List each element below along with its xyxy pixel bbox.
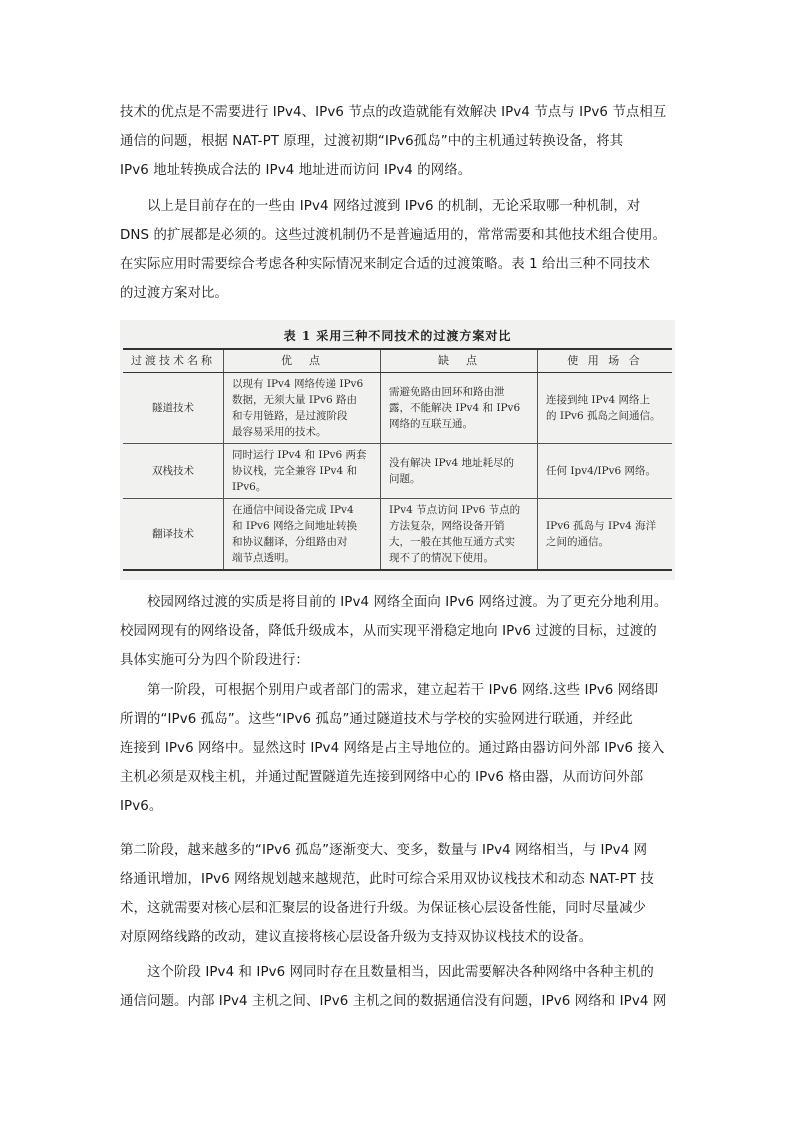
paragraph-5 [120, 837, 680, 953]
text-line: 络通讯增加，IPv6 网络规划越来越规范，此时可综合采用双协议栈技术和动态 NAT-PT 技 [120, 871, 654, 887]
cons-cell [381, 499, 538, 571]
table-header: 优 点 [224, 349, 381, 373]
use-case-cell [538, 499, 673, 571]
text-line: DNS 的扩展都是必须的。这些过渡机制仍不是普遍适用的，常常需要和其他技术组合使用。 [120, 227, 667, 243]
paragraph-3 [120, 589, 680, 676]
cell-line: 的 IPv6 孤岛之间通信。 [546, 410, 661, 422]
table-header: 过渡技术名称 [123, 349, 224, 373]
tech-name-cell: 双栈技术 [123, 444, 224, 499]
use-case-cell [538, 444, 673, 499]
text-line: 通信问题。内部 IPv4 主机之间、IPv6 主机之间的数据通信没有问题，IPv6 网络和 IPv4 网 [120, 993, 667, 1009]
text-line: 第一阶段，可根据个别用户或者部门的需求，建立起若干 IPv6 网络.这些 IPv6 网络即 [147, 683, 659, 698]
cell-line: 最容易采用的技术。 [232, 426, 327, 438]
cell-line: 方法复杂，网络设备开销 [389, 520, 505, 532]
text-line: IPv6。 [120, 798, 163, 814]
text-line: 技术的优点是不需要进行 IPv4、IPv6 节点的改造就能有效解决 IPv4 节点与 IPv6 节点相互 [120, 105, 667, 120]
text-line: 所谓的“IPv6 孤岛”。这些“IPv6 孤岛”通过隧道技术与学校的实验网进行联通，并经此 [120, 711, 633, 727]
text-line: 这个阶段 IPv4 和 IPv6 网同时存在且数量相当，因此需要解决各种网络中各种主机的 [147, 965, 654, 980]
text-line: 具体实施可分为四个阶段进行： [120, 652, 309, 668]
cell-line: IPv6 孤岛与 IPv4 海洋 [546, 520, 657, 532]
cell-line: 端节点透明。 [232, 552, 295, 564]
cell-line: 问题。 [389, 473, 421, 485]
text-line: 连接到 IPv6 网络中。显然这时 IPv4 网络是占主导地位的。通过路由器访问外部 IPv6 接入 [120, 740, 665, 756]
cell-line: 需避免路由回环和路由泄 [389, 386, 505, 398]
tech-name-cell: 隧道技术 [123, 373, 224, 444]
text-line: 第二阶段，越来越多的“IPv6 孤岛”逐渐变大、变多，数量与 IPv4 网络相当，与 IPv4 网 [120, 843, 648, 858]
table-row [123, 499, 672, 571]
text-line: 以上是目前存在的一些由 IPv4 网络过渡到 IPv6 的机制，无论采取哪一种机制，对 [147, 199, 641, 214]
text-line: 校园网络过渡的实质是将目前的 IPv4 网络全面向 IPv6 网络过渡。为了更充分地利用。 [147, 595, 668, 610]
text-line: 校园网现有的网络设备，降低升级成本，从而实现平滑稳定地向 IPv6 过渡的目标，过渡的 [120, 623, 657, 639]
cell-line: 露，不能解决 IPv4 和 IPv6 [389, 402, 521, 414]
cell-line: 和协议翻译，分组路由对 [232, 536, 348, 548]
text-line: 术，这就需要对核心层和汇聚层的设备进行升级。为保证核心层设备性能，同时尽量减少 [120, 900, 647, 916]
paragraph-2 [120, 193, 680, 309]
cell-line: 大，一般在其他互通方式实 [389, 536, 515, 548]
cell-line: 同时运行 IPv4 和 IPv6 两套 [232, 449, 367, 461]
text-line: 的过渡方案对比。 [120, 285, 228, 301]
pros-cell [224, 373, 381, 444]
cell-line: 数据，无须大量 IPv6 路由 [232, 394, 357, 406]
text-line: 在实际应用时需要综合考虑各种实际情况来制定合适的过渡策略。表 1 给出三种不同技术 [120, 256, 650, 272]
cell-line: 连接到纯 IPv4 网络上 [546, 394, 650, 406]
paragraph-1 [120, 99, 680, 186]
paragraph-4 [120, 677, 680, 822]
cell-line: 在通信中间设备完成 IPv4 [232, 504, 354, 516]
text-line: 对原网络线路的改动，建议直接将核心层设备升级为支持双协议栈技术的设备。 [120, 929, 593, 945]
table-caption: 表 1 采用三种不同技术的过渡方案对比 [283, 329, 512, 343]
cell-line: 和 IPv6 网络之间地址转换 [232, 520, 357, 532]
tech-name-cell: 翻译技术 [123, 499, 224, 571]
cell-line: 协议栈，完全兼容 IPv4 和 [232, 465, 357, 477]
paragraph-6 [120, 959, 680, 1017]
cell-line: 没有解决 IPv4 地址耗尽的 [389, 457, 514, 469]
cell-line: IPv4 节点访问 IPv6 节点的 [389, 504, 521, 516]
cell-line: 现不了的情况下使用。 [389, 552, 494, 564]
cell-line: 网络的互联互通。 [389, 418, 473, 430]
text-line: 通信的问题，根据 NAT-PT 原理，过渡初期“IPv6孤岛”中的主机通过转换设备，将其 [120, 133, 624, 149]
use-case-cell [538, 373, 673, 444]
cell-line: 以现有 IPv4 网络传递 IPv6 [232, 378, 364, 390]
cell-line: IPv6。 [232, 481, 267, 493]
pros-cell [224, 444, 381, 499]
comparison-table-figure [120, 320, 675, 580]
table-row [123, 444, 672, 499]
pros-cell [224, 499, 381, 571]
text-line: 主机必须是双栈主机，并通过配置隧道先连接到网络中心的 IPv6 格由器，从而访问外部 [120, 769, 644, 785]
comparison-table [123, 348, 672, 571]
text-line: IPv6 地址转换成合法的 IPv4 地址进而访问 IPv4 的网络。 [120, 162, 472, 178]
cell-line: 和专用链路，是过渡阶段 [232, 410, 348, 422]
cell-line: 之间的通信。 [546, 536, 609, 548]
table-header: 缺 点 [381, 349, 538, 373]
cell-line: 任何 Ipv4/IPv6 网络。 [546, 465, 657, 477]
cons-cell [381, 373, 538, 444]
table-row [123, 373, 672, 444]
table-header: 使 用 场 合 [538, 349, 673, 373]
cons-cell [381, 444, 538, 499]
